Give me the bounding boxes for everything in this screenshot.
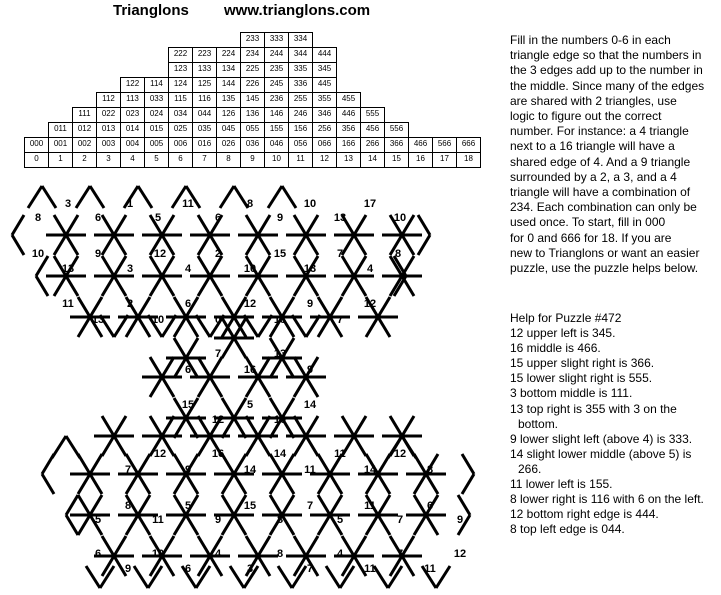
- triangle-clue: 5: [94, 514, 102, 526]
- combination-cell: 256: [312, 122, 337, 138]
- combination-cell: 166: [336, 137, 361, 153]
- triangle-clue: 11: [304, 464, 316, 476]
- triangle-clue: 3: [64, 198, 72, 210]
- combination-cell: 144: [216, 77, 241, 93]
- combination-cell: 015: [144, 122, 169, 138]
- combination-cell: 113: [120, 92, 145, 108]
- grid-edge: [278, 566, 292, 588]
- triangle-clue: 7: [396, 514, 404, 526]
- combination-cell: 045: [216, 122, 241, 138]
- triangle-clue: 12: [153, 248, 167, 260]
- combination-cell: 335: [288, 62, 313, 78]
- combination-cell: 466: [408, 137, 433, 153]
- combination-table: [24, 32, 480, 167]
- combination-cell: 125: [192, 77, 217, 93]
- grid-edge: [418, 235, 430, 255]
- sum-header-cell: 18: [456, 152, 481, 168]
- triangle-clue: 3: [246, 563, 254, 575]
- combination-cell: 003: [96, 137, 121, 153]
- triangle-clue: 17: [363, 198, 377, 210]
- grid-edge: [462, 474, 474, 494]
- grid-edge: [66, 515, 78, 535]
- triangle-clue: 1: [126, 198, 134, 210]
- combination-cell: 056: [288, 137, 313, 153]
- triangle-clue: 12: [243, 298, 257, 310]
- combination-cell: 333: [264, 32, 289, 48]
- triangle-clue: 10: [151, 314, 165, 326]
- triangle-clue: 9: [306, 298, 314, 310]
- triangle-clue: 11: [182, 198, 194, 210]
- help-line: 11 lower left is 155.: [510, 477, 613, 492]
- grid-edge: [12, 215, 24, 235]
- help-line: 9 lower slight left (above 4) is 333.: [510, 431, 693, 446]
- triangle-clue: 15: [273, 248, 287, 260]
- combination-cell: 334: [288, 32, 313, 48]
- sum-header-cell: 16: [408, 152, 433, 168]
- triangle-clue: 7: [336, 248, 344, 260]
- combination-cell: 013: [96, 122, 121, 138]
- triangle-clue: 8: [124, 500, 132, 512]
- triangle-clue: 14: [273, 448, 287, 460]
- triangle-clue: 9: [214, 514, 222, 526]
- triangle-clue: 4: [214, 548, 222, 560]
- combination-cell: 036: [240, 137, 265, 153]
- instruction-line: triangle will have a combination of: [510, 185, 691, 200]
- grid-edge: [418, 215, 430, 235]
- combination-cell: 223: [192, 47, 217, 63]
- triangle-clue: 9: [456, 514, 464, 526]
- triangle-clue: 8: [276, 548, 284, 560]
- triangle-clue: 13: [61, 263, 75, 275]
- combination-cell: 445: [312, 77, 337, 93]
- combination-cell: 245: [264, 77, 289, 93]
- sum-header-cell: 6: [168, 152, 193, 168]
- site-name: Trianglons: [113, 2, 189, 19]
- instruction-line: 234. Each combination can only be: [510, 200, 697, 215]
- instruction-line: for 0 and 666 for 18. If you are: [510, 230, 672, 245]
- sum-header-cell: 1: [48, 152, 73, 168]
- combination-cell: 011: [48, 122, 73, 138]
- triangle-clue: 6: [184, 563, 192, 575]
- combination-cell: 126: [216, 107, 241, 123]
- instruction-line: are shared with 2 triangles, use: [510, 93, 677, 108]
- triangle-clue: 16: [211, 448, 225, 460]
- triangle-clue: 10: [31, 248, 45, 260]
- combination-cell: 002: [72, 137, 97, 153]
- grid-edge: [12, 235, 24, 255]
- combination-cell: 012: [72, 122, 97, 138]
- combination-cell: 555: [360, 107, 385, 123]
- combination-cell: 123: [168, 62, 193, 78]
- sum-header-cell: 8: [216, 152, 241, 168]
- grid-edge: [42, 474, 54, 494]
- triangle-clue: 12: [453, 548, 467, 560]
- combination-cell: 112: [96, 92, 121, 108]
- combination-cell: 133: [192, 62, 217, 78]
- help-line: 8 top left edge is 044.: [510, 522, 625, 537]
- combination-cell: 005: [144, 137, 169, 153]
- instruction-line: surrounded by a 2, a 3, and a 4: [510, 169, 677, 184]
- combination-cell: 444: [312, 47, 337, 63]
- triangle-clue: 14: [303, 399, 317, 411]
- combination-cell: 122: [120, 77, 145, 93]
- grid-edge: [42, 454, 54, 474]
- triangle-clue: 18: [273, 314, 287, 326]
- sum-header-cell: 2: [72, 152, 97, 168]
- grid-edge: [220, 186, 234, 208]
- combination-cell: 033: [144, 92, 169, 108]
- combination-cell: 556: [384, 122, 409, 138]
- combination-cell: 004: [120, 137, 145, 153]
- combination-cell: 023: [120, 107, 145, 123]
- triangle-clue: 8: [426, 464, 434, 476]
- instruction-line: the 3 edges add up to the number in: [510, 63, 703, 78]
- combination-cell: 134: [216, 62, 241, 78]
- triangle-clue: 8: [276, 514, 284, 526]
- combination-cell: 155: [264, 122, 289, 138]
- triangle-clue: 12: [211, 414, 225, 426]
- combination-cell: 001: [48, 137, 73, 153]
- combination-cell: 336: [288, 77, 313, 93]
- sum-header-cell: 5: [144, 152, 169, 168]
- triangle-clue: 3: [126, 263, 134, 275]
- instruction-line: Fill in the numbers 0-6 in each: [510, 33, 671, 47]
- puzzle-board: [0, 178, 510, 595]
- help-line: 15 lower slight right is 555.: [510, 371, 653, 386]
- grid-edge: [42, 186, 56, 208]
- triangle-clue: 5: [154, 212, 162, 224]
- header: [0, 1, 510, 25]
- triangle-clue: 6: [426, 500, 434, 512]
- triangle-clue: 6: [184, 298, 192, 310]
- combination-cell: 066: [312, 137, 337, 153]
- triangle-clue: 7: [214, 348, 222, 360]
- triangle-clue: 11: [364, 563, 376, 575]
- combination-cell: 235: [264, 62, 289, 78]
- triangle-clue: 14: [363, 464, 377, 476]
- help-line: 3 bottom middle is 111.: [510, 386, 633, 401]
- sum-header-cell: 15: [384, 152, 409, 168]
- triangle-clue: 15: [181, 399, 195, 411]
- grid-edge: [458, 495, 470, 515]
- help-panel: [510, 311, 718, 537]
- triangle-clue: 2: [126, 298, 134, 310]
- triangle-clue: 4: [336, 548, 344, 560]
- sum-header-cell: 13: [336, 152, 361, 168]
- combination-cell: 225: [240, 62, 265, 78]
- combination-cell: 346: [312, 107, 337, 123]
- triangle-clue: 6: [214, 212, 222, 224]
- triangle-clue: 10: [303, 198, 317, 210]
- triangle-clue: 10: [273, 414, 287, 426]
- triangle-clue: 13: [273, 348, 287, 360]
- triangle-clue: 12: [393, 448, 407, 460]
- instruction-line: triangle edge so that the numbers in: [510, 48, 702, 63]
- triangle-clue: 7: [306, 563, 314, 575]
- sum-header-cell: 7: [192, 152, 217, 168]
- triangle-clue: 7: [396, 548, 404, 560]
- combination-cell: 344: [288, 47, 313, 63]
- triangle-clue: 11: [152, 514, 164, 526]
- sum-header-cell: 17: [432, 152, 457, 168]
- triangle-clue: 4: [366, 263, 374, 275]
- combination-cell: 111: [72, 107, 97, 123]
- combination-cell: 145: [240, 92, 265, 108]
- help-line: 8 lower right is 116 with 6 on the left.: [510, 492, 704, 507]
- grid-edge: [268, 186, 282, 208]
- instruction-line: the middle. Since many of the edges: [510, 78, 705, 93]
- combination-cell: 236: [264, 92, 289, 108]
- combination-cell: 034: [168, 107, 193, 123]
- combination-cell: 456: [360, 122, 385, 138]
- triangle-clue: 7: [336, 314, 344, 326]
- triangle-clue: 5: [336, 514, 344, 526]
- combination-cell: 055: [240, 122, 265, 138]
- combination-cell: 156: [288, 122, 313, 138]
- combination-cell: 146: [264, 107, 289, 123]
- combination-cell: 135: [216, 92, 241, 108]
- site-url[interactable]: www.trianglons.com: [224, 2, 371, 19]
- combination-cell: 136: [240, 107, 265, 123]
- sum-header-cell: 9: [240, 152, 265, 168]
- triangle-clue: 8: [246, 198, 254, 210]
- sum-header-cell: 4: [120, 152, 145, 168]
- puzzle-grid: [0, 178, 510, 595]
- triangle-clue: 11: [364, 500, 376, 512]
- triangle-clue: 6: [94, 212, 102, 224]
- combination-cell: 014: [120, 122, 145, 138]
- combination-cell: 026: [216, 137, 241, 153]
- help-line: 13 top right is 355 with 3 on the bottom.: [510, 401, 677, 431]
- combination-cell: 246: [288, 107, 313, 123]
- combination-cell: 025: [168, 122, 193, 138]
- instruction-line: next to a 16 triangle will have a: [510, 139, 675, 154]
- triangle-clue: 12: [363, 298, 377, 310]
- grid-edge: [86, 566, 100, 588]
- combination-cell: 024: [144, 107, 169, 123]
- triangle-clue: 13: [91, 314, 105, 326]
- combination-cell: 455: [336, 92, 361, 108]
- triangle-clue: 12: [153, 448, 167, 460]
- sum-header-cell: 3: [96, 152, 121, 168]
- help-line: 12 bottom right edge is 444.: [510, 507, 659, 522]
- combination-cell: 355: [312, 92, 337, 108]
- grid-edge: [326, 566, 340, 588]
- triangle-clue: 8: [394, 248, 402, 260]
- combination-cell: 116: [192, 92, 217, 108]
- combination-cell: 124: [168, 77, 193, 93]
- triangle-clue: 5: [246, 399, 254, 411]
- triangle-clue: 10: [393, 212, 407, 224]
- sum-header-cell: 14: [360, 152, 385, 168]
- instruction-line: number. For instance: a 4 triangle: [510, 124, 689, 139]
- combination-cell: 035: [192, 122, 217, 138]
- grid-edge: [28, 186, 42, 208]
- combination-cell: 022: [96, 107, 121, 123]
- triangle-clue: 5: [184, 500, 192, 512]
- combination-cell: 006: [168, 137, 193, 153]
- triangle-clue: 13: [303, 263, 317, 275]
- combination-cell: 244: [264, 47, 289, 63]
- triangle-clue: 13: [333, 212, 347, 224]
- help-line: 14 slight lower middle (above 5) is 266.: [510, 446, 692, 476]
- combination-cell: 566: [432, 137, 457, 153]
- combination-cell: 266: [360, 137, 385, 153]
- sum-header-cell: 12: [312, 152, 337, 168]
- instruction-line: used once. To start, fill in 000: [510, 215, 666, 230]
- help-title: Help for Puzzle #472: [510, 311, 622, 325]
- combination-cell: 345: [312, 62, 337, 78]
- sum-header-cell: 10: [264, 152, 289, 168]
- combination-cell: 000: [24, 137, 49, 153]
- combination-cell: 666: [456, 137, 481, 153]
- combination-cell: 356: [336, 122, 361, 138]
- triangle-clue: 11: [62, 298, 74, 310]
- combination-cell: 233: [240, 32, 265, 48]
- combination-cell: 115: [168, 92, 193, 108]
- help-line: 15 upper slight right is 366.: [510, 356, 655, 371]
- triangle-clue: 6: [184, 364, 192, 376]
- triangle-clue: 16: [243, 364, 257, 376]
- triangle-clue: 8: [34, 212, 42, 224]
- triangle-clue: 14: [243, 464, 257, 476]
- instructions: [510, 33, 718, 276]
- combination-cell: 366: [384, 137, 409, 153]
- triangle-clue: 10: [151, 548, 165, 560]
- help-line: 12 upper left is 345.: [510, 326, 616, 341]
- combination-cell: 046: [264, 137, 289, 153]
- combination-cell: 446: [336, 107, 361, 123]
- sum-header-cell: 0: [24, 152, 49, 168]
- instruction-line: new to Trianglons or want an easier: [510, 245, 700, 260]
- triangle-clue: 7: [306, 500, 314, 512]
- instruction-line: shared edge of 4. And a 9 triangle: [510, 154, 691, 169]
- triangle-clue: 0: [214, 314, 222, 326]
- grid-edge: [90, 186, 104, 208]
- triangle-clue: 7: [124, 464, 132, 476]
- triangle-clue: 2: [214, 248, 222, 260]
- instruction-line: logic to figure out the correct: [510, 109, 662, 124]
- triangle-clue: 9: [184, 464, 192, 476]
- triangle-clue: 15: [243, 500, 257, 512]
- grid-edge: [462, 454, 474, 474]
- combination-cell: 226: [240, 77, 265, 93]
- triangle-clue: 9: [124, 563, 132, 575]
- help-line: 16 middle is 466.: [510, 341, 601, 356]
- combination-cell: 016: [192, 137, 217, 153]
- triangle-clue: 9: [94, 248, 102, 260]
- combination-cell: 114: [144, 77, 169, 93]
- triangle-clue: 4: [184, 263, 192, 275]
- grid-edge: [66, 495, 78, 515]
- grid-edge: [282, 186, 296, 208]
- combination-cell: 222: [168, 47, 193, 63]
- combination-cell: 234: [240, 47, 265, 63]
- instruction-line: puzzle, use the puzzle helps below.: [510, 261, 699, 276]
- triangle-clue: 6: [94, 548, 102, 560]
- combination-cell: 224: [216, 47, 241, 63]
- triangle-clue: 11: [334, 448, 346, 460]
- combination-cell: 044: [192, 107, 217, 123]
- grid-edge: [36, 276, 48, 296]
- triangle-clue: 11: [424, 563, 436, 575]
- combination-cell: 255: [288, 92, 313, 108]
- sum-header-cell: 11: [288, 152, 313, 168]
- triangle-clue: 10: [243, 263, 257, 275]
- triangle-clue: 9: [306, 364, 314, 376]
- triangle-clue: 9: [276, 212, 284, 224]
